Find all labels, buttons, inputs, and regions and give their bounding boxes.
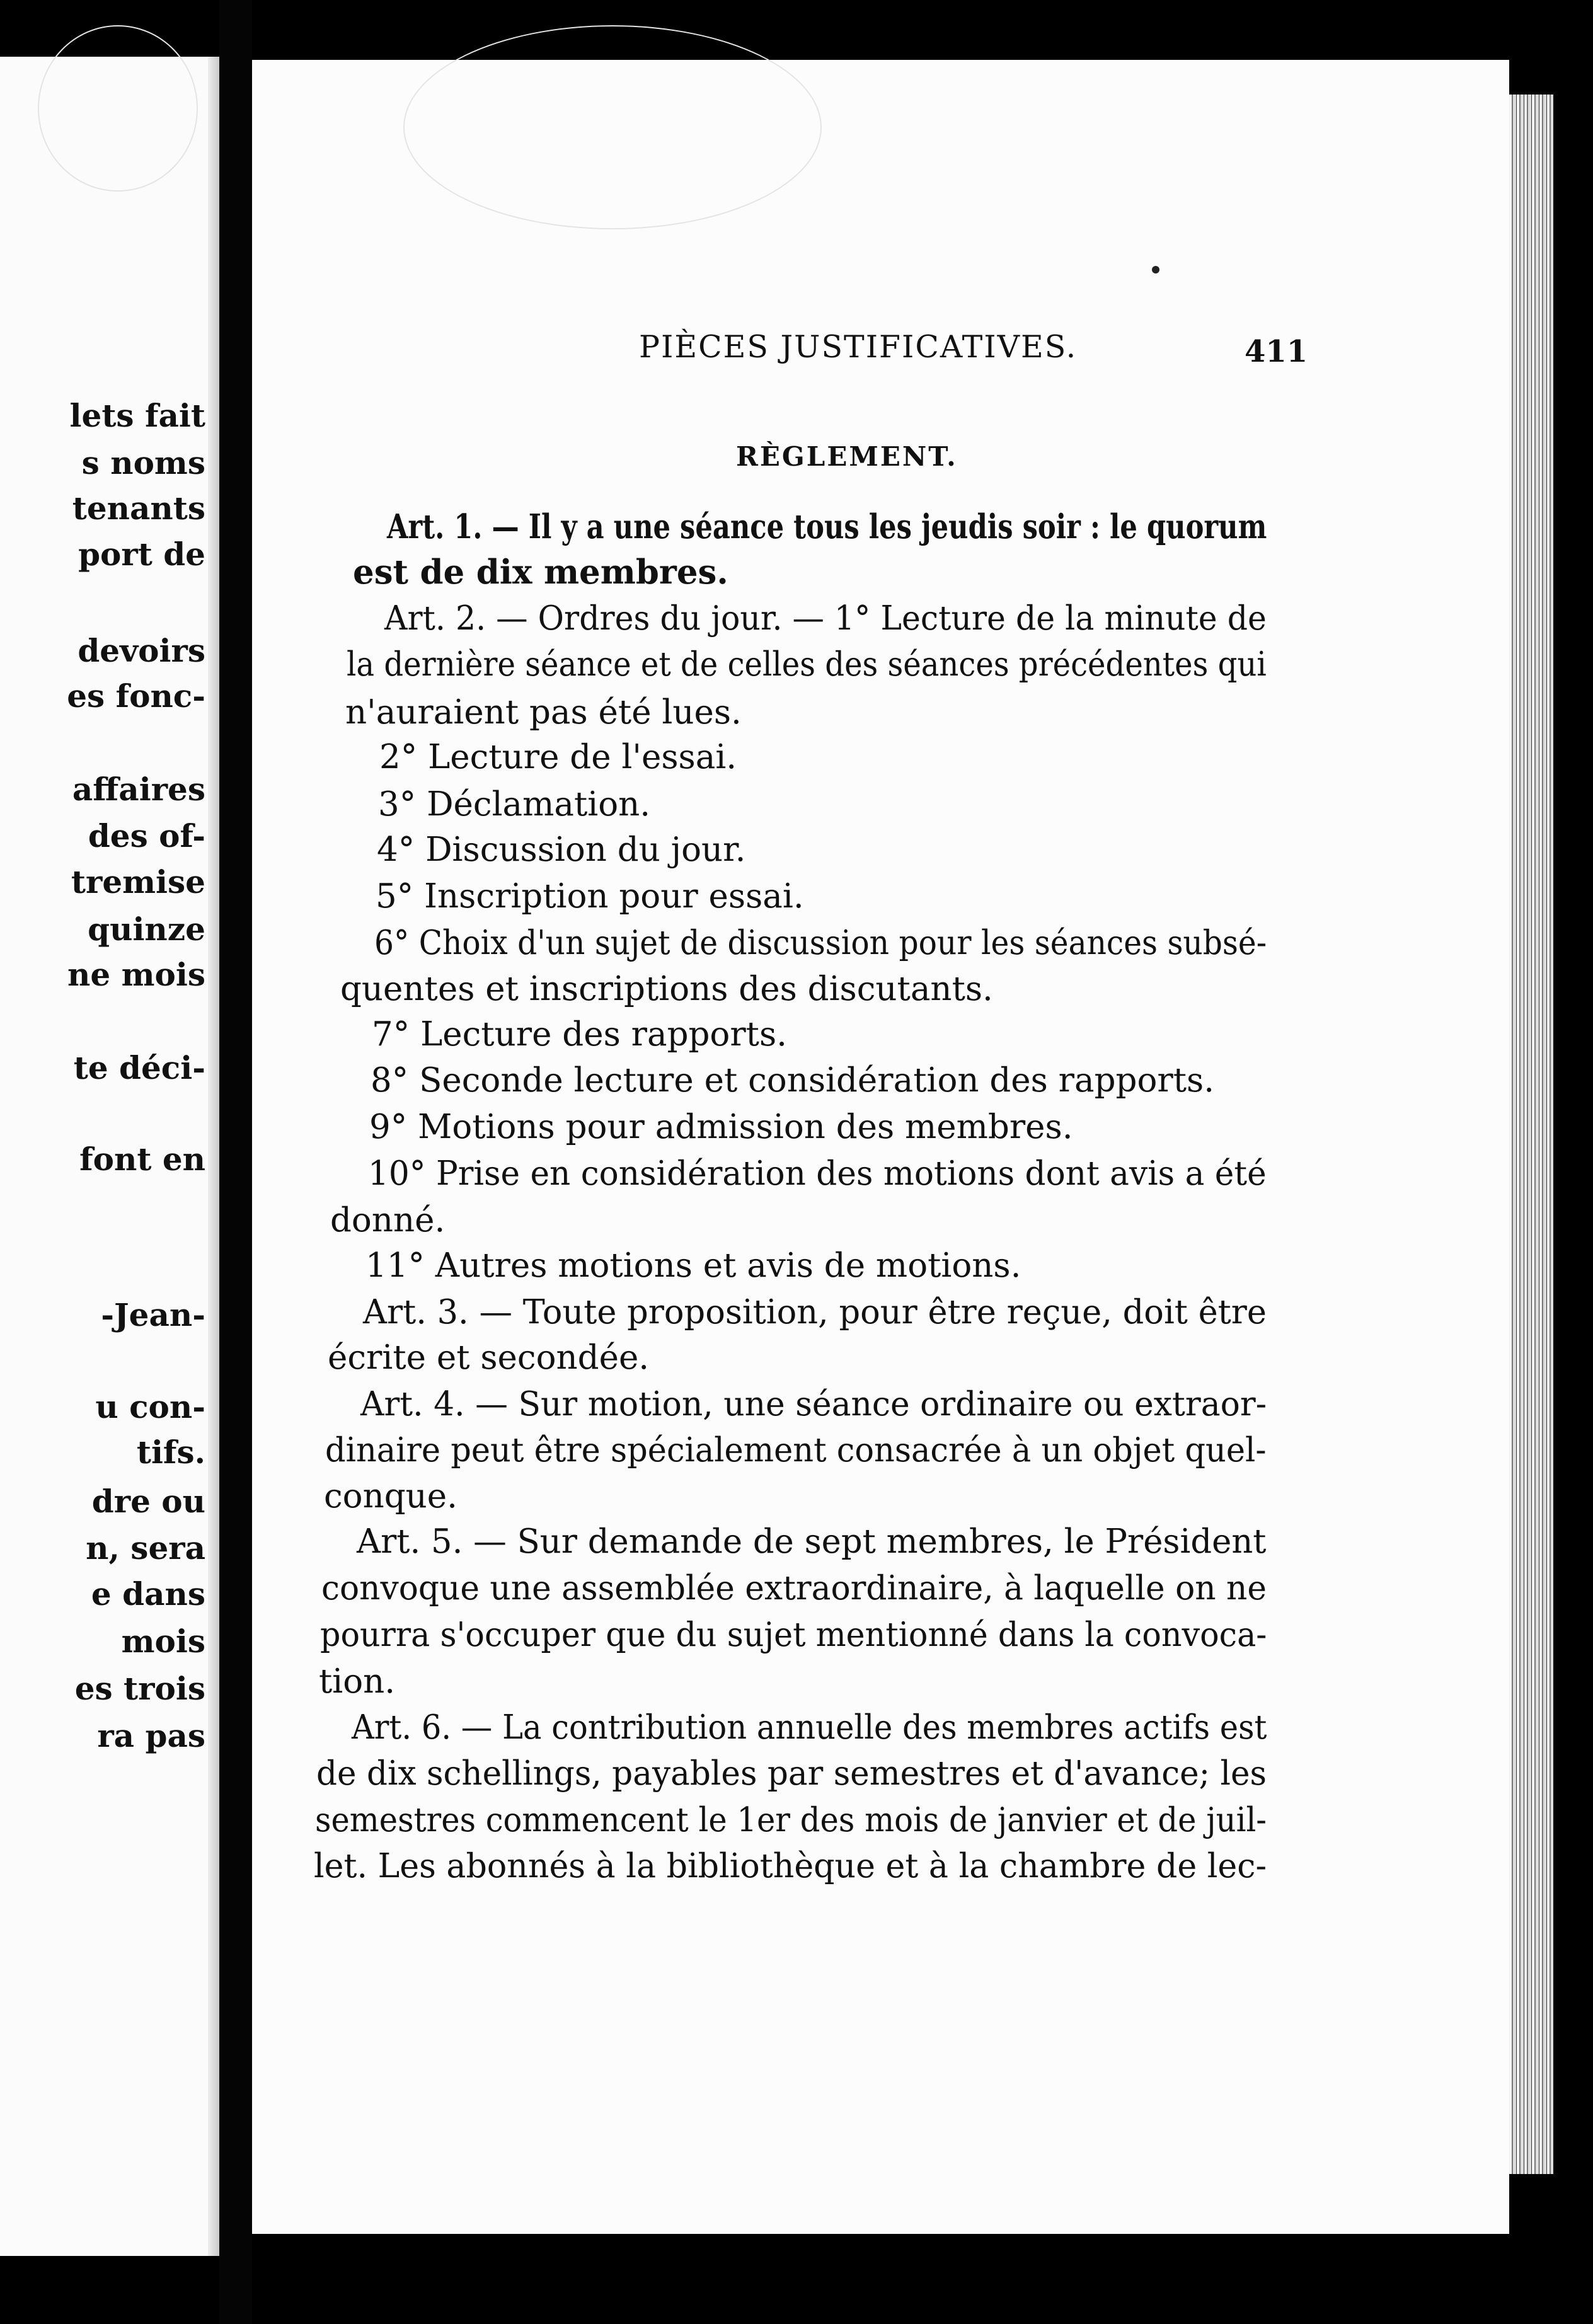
text-line: est de dix membres. <box>353 553 728 592</box>
library-stamp-ghost <box>38 25 198 192</box>
page-edges <box>1509 95 1553 2174</box>
text-line: let. Les abonnés à la bibliothèque et à la chambre de lec- <box>314 1847 1267 1885</box>
left-fragment: font en <box>79 1141 205 1178</box>
left-page <box>0 57 219 2256</box>
text-line: de dix schellings, payables par semestres et d'avance; les <box>316 1754 1267 1793</box>
text-line: Art. 2. — Ordres du jour. — 1° Lecture de la minute de <box>384 599 1267 638</box>
text-line: Art. 6. — La contribution annuelle des membres actifs est <box>352 1708 1267 1747</box>
left-fragment: affaires <box>72 771 205 808</box>
text-line: Art. 1. — Il y a une séance tous les jeudis soir : le quorum <box>387 507 1267 546</box>
left-fragment: e dans <box>91 1575 205 1613</box>
text-line: semestres commencent le 1er des mois de janvier et de juil- <box>315 1801 1267 1839</box>
left-fragment: n, sera <box>86 1529 205 1567</box>
left-fragment: tenants <box>72 490 205 527</box>
text-line: 2° Lecture de l'essai. <box>379 738 737 776</box>
left-fragment: quinze <box>88 911 205 948</box>
left-fragment: dre ou <box>91 1483 205 1520</box>
text-line: convoque une assemblée extraordinaire, à laquelle on ne <box>321 1569 1267 1608</box>
text-line: conque. <box>324 1477 457 1516</box>
section-title: RÈGLEMENT. <box>736 441 958 472</box>
text-line: dinaire peut être spécialement consacrée à un objet quel- <box>325 1431 1267 1470</box>
left-fragment: des of- <box>88 817 205 854</box>
text-line: pourra s'occuper que du sujet mentionné dans la convoca- <box>320 1616 1267 1654</box>
text-line: 4° Discussion du jour. <box>377 831 746 869</box>
text-line: n'auraient pas été lues. <box>345 693 742 732</box>
left-fragment: port de <box>78 536 205 573</box>
left-fragment: tifs. <box>136 1434 205 1471</box>
text-line: 8° Seconde lecture et considération des rapports. <box>371 1061 1215 1100</box>
text-line: 11° Autres motions et avis de motions. <box>365 1246 1021 1285</box>
left-page-edge <box>208 57 219 2256</box>
text-line: la dernière séance et de celles des séances précédentes qui <box>347 645 1267 684</box>
left-fragment: ne mois <box>67 956 205 993</box>
text-line: 10° Prise en considération des motions dont avis a été <box>368 1154 1267 1193</box>
left-fragment: mois <box>121 1623 205 1660</box>
right-page <box>252 60 1509 2234</box>
book-gutter <box>219 0 252 2324</box>
left-fragment: tremise <box>71 863 205 900</box>
running-head: PIÈCES JUSTIFICATIVES. <box>639 329 1078 365</box>
ink-spot <box>1152 266 1159 273</box>
left-fragment: es fonc- <box>67 677 205 715</box>
left-fragment: te déci- <box>73 1049 205 1086</box>
left-fragment: lets fait <box>69 397 205 434</box>
text-line: Art. 5. — Sur demande de sept membres, le Président <box>357 1522 1267 1561</box>
text-line: Art. 3. — Toute proposition, pour être reçue, doit être <box>363 1293 1267 1332</box>
text-line: donné. <box>330 1201 446 1240</box>
text-line: 9° Motions pour admission des membres. <box>369 1108 1073 1146</box>
text-line: Art. 4. — Sur motion, une séance ordinaire ou extraor- <box>360 1385 1267 1424</box>
library-stamp-ghost <box>403 25 822 229</box>
text-line: 7° Lecture des rapports. <box>372 1015 788 1054</box>
text-line: 3° Déclamation. <box>378 785 651 824</box>
left-fragment: es trois <box>74 1670 205 1707</box>
left-fragment: ra pas <box>97 1717 205 1754</box>
text-line: tion. <box>319 1662 396 1701</box>
page-number: 411 <box>1245 334 1308 369</box>
text-line: écrite et secondée. <box>328 1338 650 1377</box>
text-line: quentes et inscriptions des discutants. <box>340 970 993 1008</box>
left-fragment: s noms <box>81 444 205 481</box>
left-fragment: devoirs <box>78 632 205 669</box>
text-line: 6° Choix d'un sujet de discussion pour les séances subsé- <box>374 924 1267 962</box>
left-fragment: -Jean- <box>101 1296 205 1333</box>
left-fragment: u con- <box>95 1388 205 1425</box>
text-line: 5° Inscription pour essai. <box>376 877 804 916</box>
